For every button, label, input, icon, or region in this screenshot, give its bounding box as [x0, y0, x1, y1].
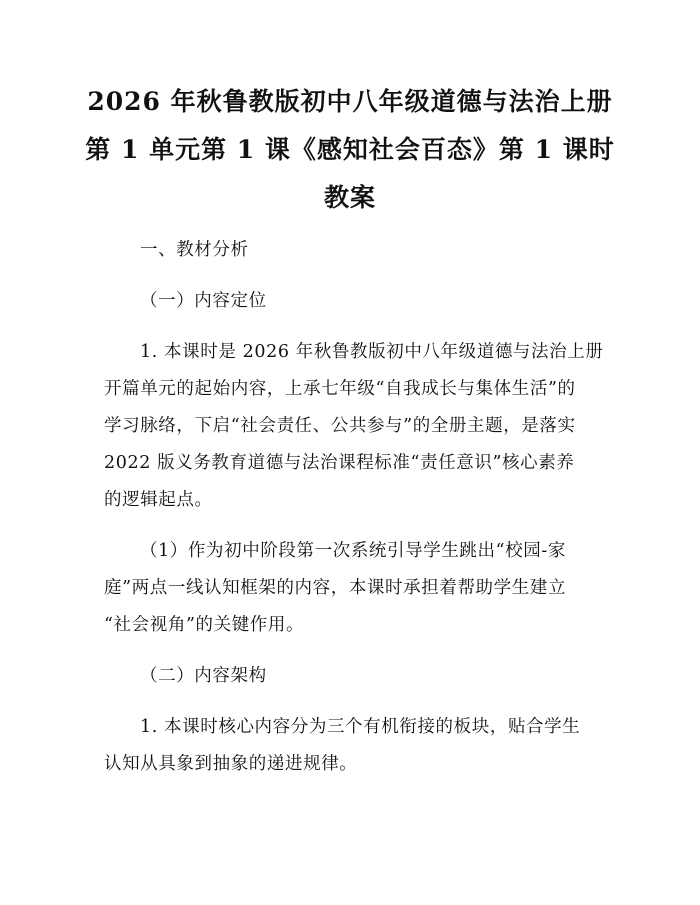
paragraph-2: [104, 533, 600, 644]
paragraph-1-line: 2022 版义务教育道德与法治课程标准“责任意识”核心素养: [104, 453, 575, 473]
section-heading-teaching-material-analysis: 一、教材分析: [140, 240, 249, 260]
paragraph-3: [104, 709, 600, 783]
document-title: [60, 78, 640, 222]
title-line-1: 2026 年秋鲁教版初中八年级道德与法治上册: [87, 87, 613, 116]
paragraph-3-line: 1. 本课时核心内容分为三个有机衔接的板块，贴合学生: [140, 717, 581, 737]
paragraph-3-line: 认知从具象到抽象的递进规律。: [104, 754, 358, 774]
paragraph-1-line: 学习脉络，下启“社会责任、公共参与”的全册主题，是落实: [104, 416, 576, 436]
title-line-2: 第 1 单元第 1 课《感知社会百态》第 1 课时: [85, 135, 615, 164]
document-body: [104, 232, 604, 797]
paragraph-1: [104, 334, 604, 519]
title-line-3: 教案: [323, 183, 376, 212]
paragraph-1-line: 1. 本课时是 2026 年秋鲁教版初中八年级道德与法治上册: [140, 342, 604, 362]
paragraph-1-line: 的逻辑起点。: [104, 490, 213, 510]
paragraph-1-line: 开篇单元的起始内容，上承七年级“自我成长与集体生活”的: [104, 379, 576, 399]
paragraph-2-line: （1）作为初中阶段第一次系统引导学生跳出“校园-家: [140, 541, 566, 561]
subsection-heading-content-positioning: （一）内容定位: [140, 291, 267, 311]
paragraph-2-line: “社会视角”的关键作用。: [104, 615, 305, 635]
subsection-heading-content-structure: （二）内容架构: [140, 666, 267, 686]
paragraph-2-line: 庭”两点一线认知框架的内容，本课时承担着帮助学生建立: [104, 578, 567, 598]
